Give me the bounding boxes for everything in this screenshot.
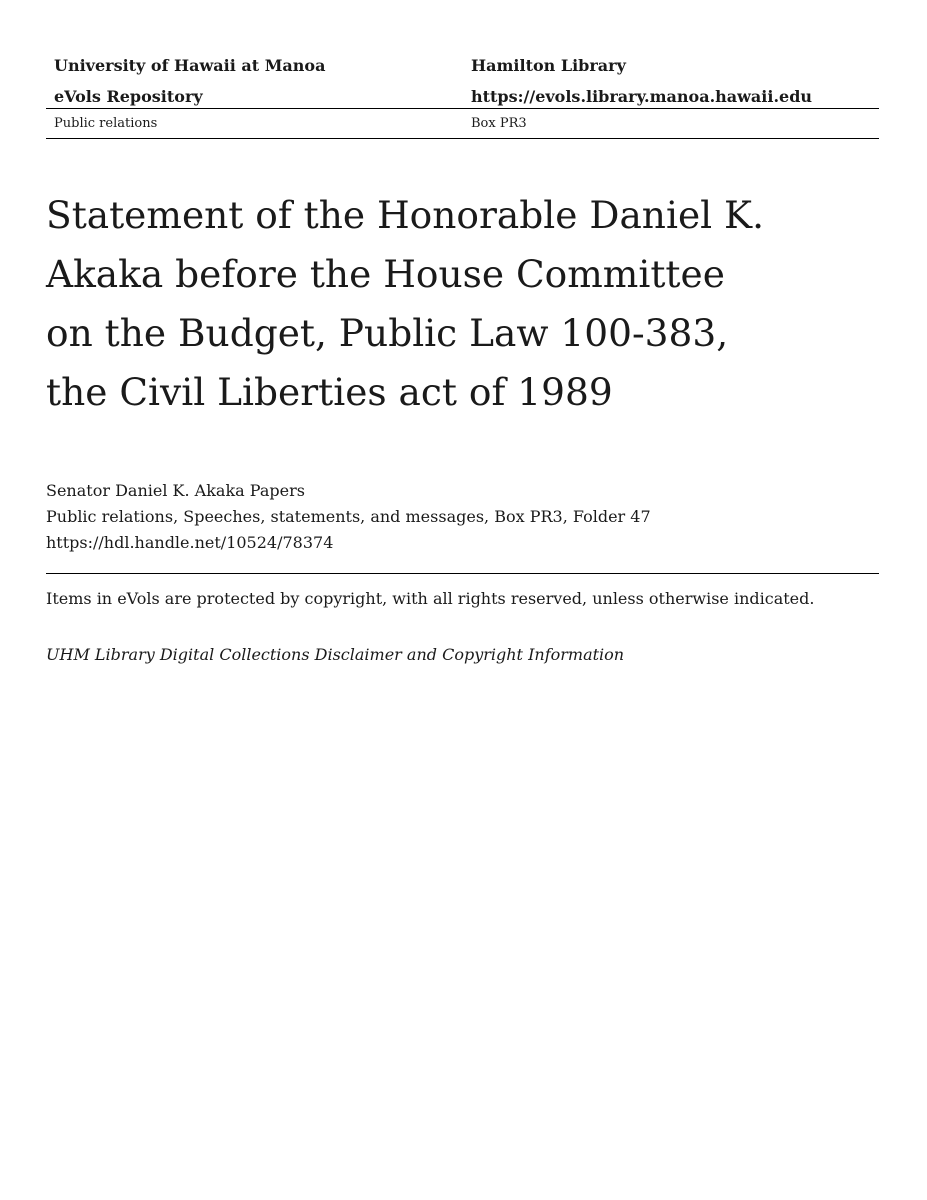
folder-location: Public relations, Speeches, statements, and messages, Box PR3, Folder 47	[46, 507, 651, 526]
document-page	[46, 0, 879, 1200]
header-row-1	[46, 50, 879, 81]
document-title	[46, 186, 806, 422]
library-name: Hamilton Library	[471, 56, 626, 75]
title-line: Statement of the Honorable Daniel K.	[46, 193, 764, 237]
title-line: on the Budget, Public Law 100-383,	[46, 311, 729, 355]
disclaimer-link[interactable]: UHM Library Digital Collections Disclaimer and Copyright Information	[46, 645, 625, 664]
institution-name: University of Hawaii at Manoa	[54, 56, 326, 75]
footer-divider	[46, 573, 879, 574]
header	[46, 50, 879, 112]
box-label: Box PR3	[471, 116, 527, 131]
title-line: the Civil Liberties act of 1989	[46, 370, 613, 414]
rights-statement: Items in eVols are protected by copyright, with all rights reserved, unless otherwise indicated.	[46, 589, 815, 608]
handle-link[interactable]: https://hdl.handle.net/10524/78374	[46, 533, 334, 552]
document-metadata	[46, 478, 879, 556]
repository-url[interactable]: https://evols.library.manoa.hawaii.edu	[471, 87, 813, 106]
collection-name: Senator Daniel K. Akaka Papers	[46, 481, 305, 500]
title-line: Akaka before the House Committee	[46, 252, 725, 296]
repository-name: eVols Repository	[54, 87, 203, 106]
header-divider-top	[46, 108, 879, 109]
header-divider-bottom	[46, 138, 879, 139]
subheader-row	[46, 110, 879, 138]
series-label: Public relations	[54, 116, 158, 131]
